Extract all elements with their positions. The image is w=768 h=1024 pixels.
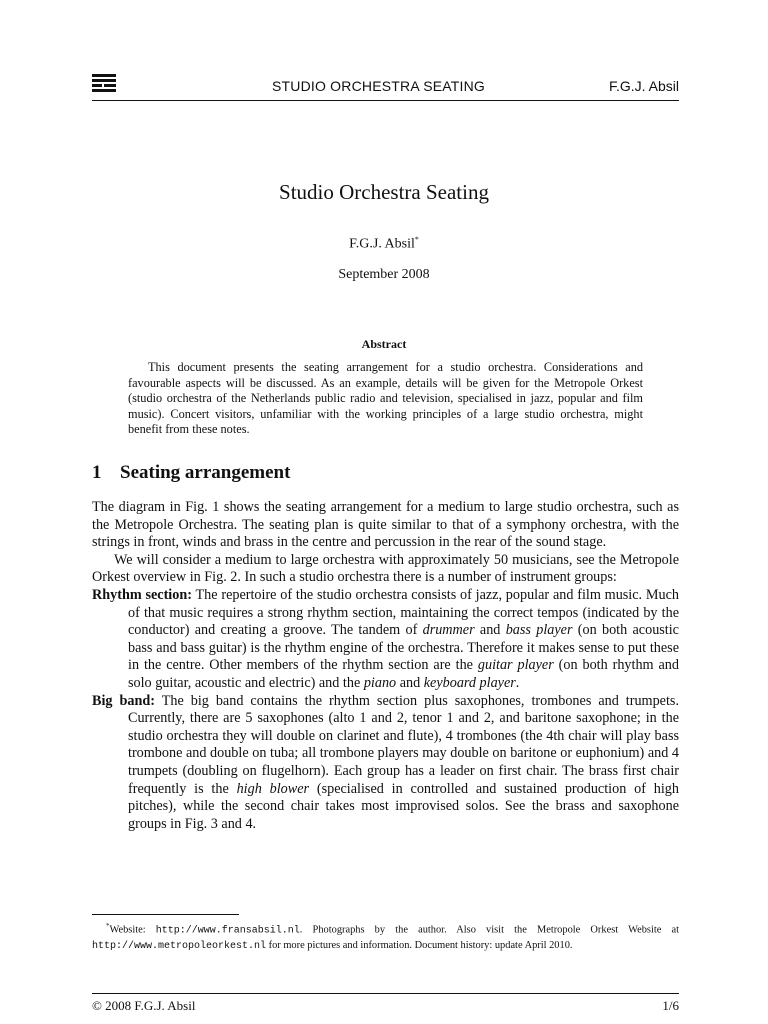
rhythm-em-4: piano <box>363 674 397 691</box>
rhythm-em-2: bass player <box>505 622 573 639</box>
list-item-bigband <box>92 693 679 834</box>
header-author: F.G.J. Absil <box>608 78 679 94</box>
paragraph-2: We will consider a medium to large orchestra with approximately 50 musicians, see the Metropole Orkest overview in Fig. 2. In such a studio orchestra there is a number of instrument groups: <box>92 551 679 586</box>
section-number: 1 <box>92 462 102 483</box>
website-link[interactable]: http://www.fransabsil.nl <box>155 925 300 937</box>
term-rhythm: Rhythm section: <box>92 586 192 603</box>
footnote-text-3: for more pictures and information. Document history: update April 2010. <box>266 940 573 952</box>
footnote-marker: * <box>106 922 110 930</box>
logo-icon <box>92 74 116 92</box>
abstract-text: This document presents the seating arrangement for a studio orchestra. Considerations and favourable aspects will be discussed. As an example, details will be given for the Metropole Orkest (studio orchestra of the Netherlands public radio and television, specialised in jazz, popular and film music). Concert visitors, unfamiliar with the working principles of a large studio orchestra, might benefit from these notes. <box>128 360 643 437</box>
running-header <box>92 72 679 101</box>
header-title: STUDIO ORCHESTRA SEATING <box>272 78 486 94</box>
paragraph-1: The diagram in Fig. 1 shows the seating arrangement for a medium to large studio orchestra, such as the Metropole Orchestra. The seating plan is quite similar to that of a symphony orchestra, with the strings in front, winds and brass in the centre and percussion in the rear of the sound stage. <box>92 499 679 551</box>
footnote-text-2: . Photographs by the author. Also visit the Metropole Orkest Website at <box>299 924 679 936</box>
rhythm-em-1: drummer <box>422 622 475 639</box>
term-bigband: Big band: <box>92 692 155 709</box>
footnote-divider <box>92 914 239 915</box>
author-name: F.G.J. Absil <box>349 236 415 252</box>
section-title: Seating arrangement <box>120 462 291 483</box>
rhythm-text-2: and <box>474 622 506 639</box>
rhythm-text-3: (on both acoustic bass and bass guitar) is the rhythm engine of the orchestra. Therefore it makes sense to put these in the centre. Other members of the rhythm section are the <box>128 622 679 674</box>
rhythm-text-4: (on both rhythm and solo guitar, acoustic and electric) and the <box>128 657 679 691</box>
page-number: 1/6 <box>662 998 679 1013</box>
abstract-heading: Abstract <box>361 337 407 351</box>
orchestra-website-link[interactable]: http://www.metropoleorkest.nl <box>92 941 267 953</box>
bigband-text-2: (specialised in controlled and sustained production of high pitches), while the second chair takes most improvised solos. See the brass and saxophone groups in Fig. 3 and 4. <box>128 780 679 832</box>
bigband-em-1: high blower <box>236 780 310 797</box>
rhythm-text-5: and <box>396 674 424 691</box>
rhythm-text-1: The repertoire of the studio orchestra consists of jazz, popular and film music. Much of that music requires a strong rhythm section, maintaining the correct tempos (indicated by the conductor) and creating a groove. The tandem of <box>128 586 679 639</box>
footnote-text-1: Website: <box>109 924 156 936</box>
rhythm-em-5: keyboard player <box>423 674 516 691</box>
body-text <box>92 499 679 833</box>
rhythm-text-6: . <box>515 674 520 691</box>
copyright: © 2008 F.G.J. Absil <box>92 998 196 1013</box>
date-line: September 2008 <box>338 267 430 282</box>
section-heading <box>92 462 290 484</box>
list-item-rhythm <box>92 587 679 693</box>
footer-divider <box>92 993 679 994</box>
page-title: Studio Orchestra Seating <box>279 180 489 204</box>
footnote-mark: * <box>414 235 419 244</box>
rhythm-em-3: guitar player <box>477 657 554 674</box>
bigband-text-1: The big band contains the rhythm section plus saxophones, trombones and trumpets. Currently, there are 5 saxophones (alto 1 and 2, tenor 1 and 2, and baritone saxophone; in the studio orchestra they will double on clarinet and flute), 4 trombones (the 4th chair will play bass trombone and double on tuba; all trombone players may double on baritone or euphonium) and 4 trumpets (doubling on flugelhorn). Each group has a leader on first chair. The brass first chair frequently is the <box>128 692 679 797</box>
footnote <box>92 919 679 954</box>
author-line <box>0 235 768 253</box>
